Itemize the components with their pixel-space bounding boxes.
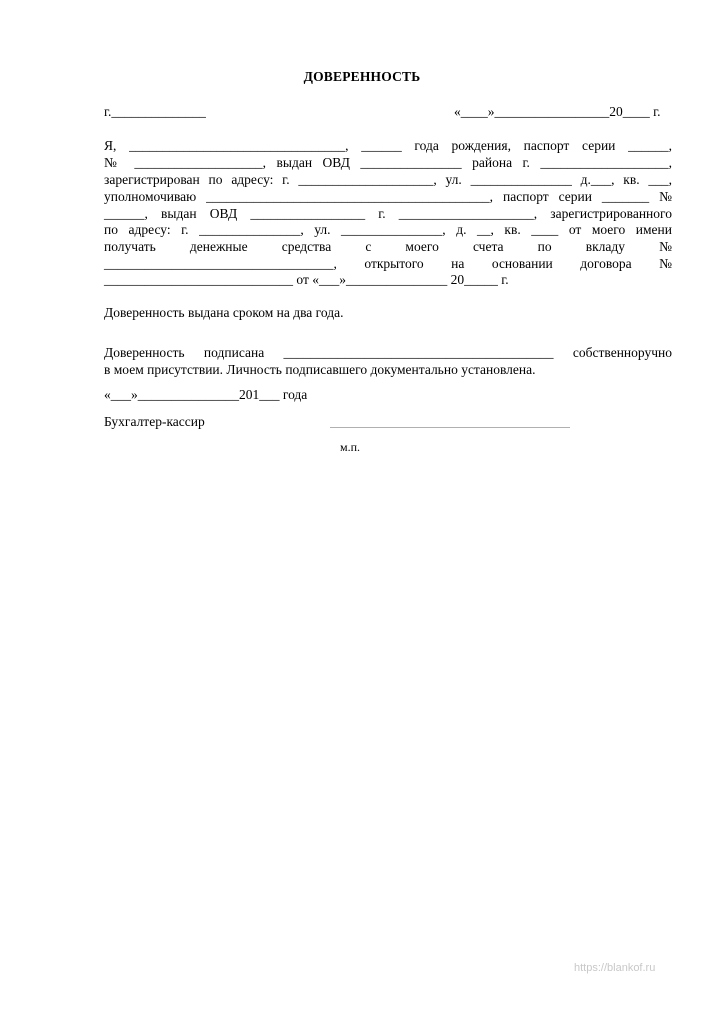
body-line-9: ____________________________ от «___»_______________ 20_____ г.	[104, 272, 509, 287]
body-line-5: ______, выдан ОВД _________________ г. ____________________, зарегистрированного	[104, 206, 672, 221]
stamp-label: м.п.	[340, 440, 361, 454]
signed-line-2: в моем присутствии. Личность подписавшего документально установлена.	[104, 362, 536, 377]
watermark: https://blankof.ru	[574, 962, 656, 974]
validity-text: Доверенность выдана сроком на два года.	[104, 305, 344, 320]
city-field: г.______________	[104, 104, 206, 119]
body-line-6: по адресу: г. _______________, ул. _______________, д. __, кв. ____ от моего имени	[104, 222, 672, 237]
document-title: ДОВЕРЕННОСТЬ	[303, 69, 421, 84]
sign-date: «___»_______________201___ года	[104, 387, 308, 402]
date-field: «____»_________________20____ г.	[454, 104, 661, 119]
body-line-4: уполномочиваю __________________________________________, паспорт серии _______ №	[104, 189, 672, 204]
signed-line-1: Доверенность подписана ________________________________________ собственноручно	[104, 345, 672, 360]
body-line-2: № ___________________, выдан ОВД _______________ района г. ___________________,	[104, 155, 672, 170]
body-line-3: зарегистрирован по адресу: г. ____________________, ул. _______________ д.___, кв. ___,	[104, 172, 672, 187]
body-line-7: получать денежные средства с моего счета по вкладу №	[104, 239, 672, 254]
body-line-1: Я, ________________________________, ______ года рождения, паспорт серии ______,	[104, 138, 672, 153]
accountant-signature-line	[330, 427, 570, 428]
body-line-8: __________________________________, открытого на основании договора №	[104, 256, 672, 271]
accountant-label: Бухгалтер-кассир	[104, 414, 205, 429]
